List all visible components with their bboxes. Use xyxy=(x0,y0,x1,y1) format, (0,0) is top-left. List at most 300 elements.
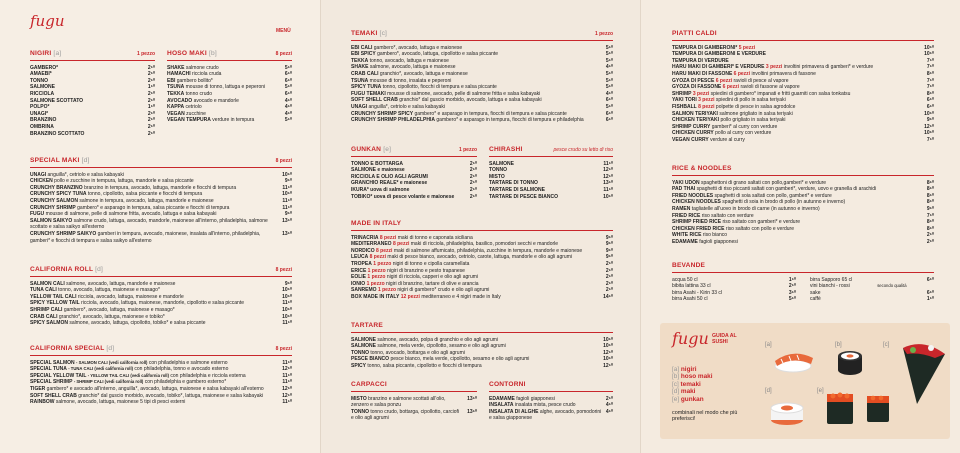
legend-value: nigiri xyxy=(680,366,697,373)
item-price: 1⁵⁰ xyxy=(788,276,796,283)
section-header xyxy=(30,157,292,168)
menu-item xyxy=(30,360,292,367)
menu-item xyxy=(672,226,934,233)
menu-item xyxy=(30,307,292,314)
menu-item xyxy=(672,206,934,213)
menu-item xyxy=(489,174,613,181)
item-title: GAMBERO* xyxy=(30,64,59,71)
section-title-text: CONTORNI xyxy=(489,381,526,388)
menu-item xyxy=(351,248,613,255)
menu-item-name xyxy=(672,180,826,187)
menu-item xyxy=(30,172,292,179)
menu-item-name xyxy=(30,111,48,118)
item-title: birra Asahi 50 cl xyxy=(672,296,708,303)
item-title: RAINBOW xyxy=(30,399,55,406)
item-title: VEGAN xyxy=(167,110,185,117)
menu-item xyxy=(672,290,796,297)
item-title: YELLOW TAIL CALI xyxy=(30,293,77,300)
menu-item-name xyxy=(167,117,254,124)
menu-item-name xyxy=(167,71,221,78)
section-header xyxy=(30,50,155,61)
menu-item-name xyxy=(489,167,507,174)
item-desc: verdure al curry xyxy=(710,136,745,143)
item-title: IKURA* uova di salmone xyxy=(351,186,410,193)
item-title: TUNA CALI xyxy=(30,287,57,294)
item-desc: tonno, cipollotto, fiocchi di tempura e salsa piccante xyxy=(382,84,497,91)
item-price: 2⁵⁰ xyxy=(469,193,477,200)
menu-item-name xyxy=(30,231,278,244)
item-price: 2⁵⁰ xyxy=(605,395,613,402)
item-desc: branzino in tempura, avocado, lattuga, mandorle e fiocchi di tempura xyxy=(84,184,237,191)
item-title: EDAMAME xyxy=(489,395,515,402)
section-title xyxy=(351,30,387,39)
menu-item xyxy=(351,343,613,350)
item-title: CRUNCHY BRANZINO xyxy=(30,184,83,191)
gunkan-icon xyxy=(827,393,853,425)
item-title: SPECIAL TUNA xyxy=(30,366,67,373)
menu-item xyxy=(672,51,934,58)
item-title: TEKKA xyxy=(351,57,369,64)
menu-item xyxy=(30,198,292,205)
item-qty: 3 pezzi xyxy=(692,90,710,97)
menu-item-name xyxy=(351,356,529,363)
menu-item-name xyxy=(351,187,409,194)
menu-item-name xyxy=(30,211,217,218)
item-qty: 8 pezzi xyxy=(369,254,387,261)
item-qty: 8 pezzi xyxy=(376,247,393,254)
menu-item-name xyxy=(30,131,84,138)
item-title: TONNO E BOTTARGA xyxy=(351,160,404,167)
item-price: 2⁵⁰ xyxy=(926,232,934,239)
label-e: [e] xyxy=(817,388,824,394)
section-qty: 8 pezzi xyxy=(275,51,292,57)
item-title: CRAB CALI xyxy=(351,70,379,77)
section-tartare xyxy=(351,322,613,370)
item-title: SALMONE xyxy=(351,336,376,343)
menu-item-name xyxy=(672,45,755,52)
menu-item xyxy=(30,287,292,294)
menu-item-name xyxy=(167,91,212,98)
section-header xyxy=(489,381,613,392)
item-price: 2⁵⁰ xyxy=(147,77,155,84)
menu-item xyxy=(30,65,155,72)
item-price: 12⁵⁰ xyxy=(603,362,613,369)
item-desc: spaghettoni di grano saltati con pollo,gamberi* e verdure xyxy=(701,179,827,186)
menu-item-name xyxy=(30,71,52,78)
legend-value: gunkan xyxy=(680,395,704,403)
item-title: SOFT SHELL CRAB xyxy=(30,392,77,399)
menu-item-name xyxy=(351,287,489,294)
item-title: MISTO xyxy=(351,395,367,402)
item-desc: mousse di salmone, avocado, pelle di salmone fritta e salsa kabayaki xyxy=(387,90,541,97)
item-title: UNAGI xyxy=(30,171,47,178)
item-title: EDAMAME xyxy=(672,238,698,245)
section-title-text: RICE & NOODLES xyxy=(672,165,732,172)
item-desc: gambero*, avocado, lattuga, cipollotto e salsa piccante xyxy=(377,51,499,58)
item-desc: salmone crudo xyxy=(185,64,219,71)
item-title: UNAGI* xyxy=(30,110,49,117)
menu-item xyxy=(672,180,934,187)
menu-item xyxy=(30,91,155,98)
item-price: 5⁵⁰ xyxy=(605,77,613,84)
section-contorni xyxy=(489,381,613,422)
item-price: 7⁵⁰ xyxy=(926,212,934,219)
sushi-guide xyxy=(660,323,950,439)
item-qty: 1 pezzo xyxy=(373,260,392,267)
item-title: WHITE RICE xyxy=(672,232,702,239)
menu-item-name xyxy=(351,174,428,181)
item-subtitle: - SHRIMP CALI (vedi california roll) xyxy=(73,379,144,385)
item-title: YAKI TORI xyxy=(672,97,697,104)
menu-item-name xyxy=(30,104,49,111)
item-price: 2⁵⁰ xyxy=(469,160,477,167)
item-desc: tonno, salsa piccante, cipollotto e fiocchi di tempura xyxy=(367,362,482,369)
menu-item-name xyxy=(351,294,501,301)
menu-item xyxy=(351,45,613,52)
item-subtitle: - SALMON CALI (vedi california roll) xyxy=(76,359,148,365)
item-title: EBI SPICY xyxy=(351,51,376,58)
menu-item xyxy=(351,167,477,174)
item-desc: insalata mista, pesce crudo xyxy=(514,402,576,409)
menu-item-name xyxy=(30,98,83,105)
item-title: INSALATA xyxy=(489,402,514,409)
section-title-text: CARPACCI xyxy=(351,381,387,388)
item-title: BOX MADE IN ITALY xyxy=(351,293,400,300)
item-qty: 6 pezzi xyxy=(733,70,751,77)
item-desc: mousse di salmone, pelle di salmone fritta, avocado, lattuga e salsa kabayaki xyxy=(45,211,217,218)
item-desc: gambero bollito* xyxy=(176,77,213,84)
section-qty: 1 pezzo xyxy=(136,51,155,57)
menu-item-name xyxy=(351,337,498,344)
menu-item-name xyxy=(30,307,175,314)
item-title: INSALATA DI ALGHE xyxy=(489,408,539,415)
item-title: SHAKE xyxy=(167,64,185,71)
item-price: 2⁵⁰ xyxy=(147,117,155,124)
item-price: 1⁵⁰ xyxy=(926,296,934,303)
menu-item xyxy=(351,71,613,78)
item-title: TONNO xyxy=(351,408,369,415)
section-title-text: MADE IN ITALY xyxy=(351,220,402,227)
item-qty: 3 pezzi xyxy=(765,64,783,71)
item-price: 10⁵⁰ xyxy=(603,193,613,200)
section-title xyxy=(351,146,391,155)
section-california-special xyxy=(30,345,292,406)
menu-item-name xyxy=(672,193,832,200)
menu-item-name xyxy=(351,363,482,370)
section-tag: [a] xyxy=(53,50,62,57)
item-price: 3⁵⁰ xyxy=(788,289,796,296)
section-title xyxy=(30,266,103,275)
menu-item-name xyxy=(351,111,567,118)
item-desc: granchio* dal guscio morbido, avocado, tobiko*, lattuga, maionese e salsa kabayaki xyxy=(78,392,264,399)
item-title: acqua 50 cl xyxy=(672,276,698,283)
nigiri-icon xyxy=(775,354,813,372)
menu-item-name xyxy=(351,84,497,91)
menu-item-name xyxy=(30,117,56,124)
item-title: PESCE BIANCO xyxy=(351,356,390,363)
menu-item-name xyxy=(351,343,506,350)
item-desc: gamberi* al curry con verdure xyxy=(711,123,778,130)
item-price: 10⁵⁰ xyxy=(603,336,613,343)
menu-item xyxy=(810,277,934,284)
item-title: SALMON TERIYAKI xyxy=(672,110,718,117)
item-title: SHAKE xyxy=(351,64,369,71)
item-desc: ravioli di pesce al vapore xyxy=(733,77,789,84)
menu-item-name xyxy=(30,84,55,91)
item-title: GYOZA DI PESCE xyxy=(672,77,715,84)
menu-item xyxy=(167,98,292,105)
temaki-icon xyxy=(903,344,945,404)
menu-item-name xyxy=(351,409,463,422)
section-title xyxy=(30,50,61,59)
menu-item xyxy=(351,91,613,98)
legend-item xyxy=(672,381,713,388)
menu-item xyxy=(489,409,613,422)
menu-item-name xyxy=(351,71,468,78)
item-desc: salmone, avocado, polpa di granchio e olio agli agrumi xyxy=(377,336,499,343)
item-title: AMAEBI* xyxy=(30,71,52,78)
guide-title: GUIDA AL SUSHI xyxy=(712,333,737,345)
item-price: 2⁵⁰ xyxy=(147,97,155,104)
label-c: [c] xyxy=(883,342,890,348)
item-desc: salmone, avocado, lattuga, cipollotto, tobiko* e salsa piccante xyxy=(69,320,206,327)
menu-item-name xyxy=(30,314,165,321)
item-title: CRUNCHY SHRIMP SAIKYO xyxy=(30,230,97,237)
section-qty: 1 pezzo xyxy=(594,31,613,37)
item-price: 5⁵⁰ xyxy=(605,51,613,58)
item-price: 2⁵⁰ xyxy=(469,173,477,180)
item-price: 5⁵⁰ xyxy=(284,64,292,71)
item-price: 2⁵⁰ xyxy=(147,110,155,117)
menu-item-name xyxy=(351,180,427,187)
item-desc: involtini primavera di gamberi* e verdure xyxy=(783,64,874,71)
legend-item xyxy=(672,396,713,403)
menu-item xyxy=(30,191,292,198)
item-price: 10⁵⁰ xyxy=(282,306,292,313)
section-header xyxy=(351,381,477,392)
item-price: 9⁵⁰ xyxy=(605,254,613,261)
item-desc: pesce bianco, mela verde, cipollotto, sesamo e olio agli agrumi xyxy=(390,356,530,363)
item-title: SALMONE xyxy=(489,160,514,167)
item-price: 2⁵⁰ xyxy=(147,123,155,130)
item-desc: pollo e zucchine in tempura, lattuga, mandorle e salsa piccante xyxy=(54,178,194,185)
menu-item-name xyxy=(672,84,800,91)
item-price: 10⁵⁰ xyxy=(282,293,292,300)
menu-item-name xyxy=(672,71,816,78)
item-title: POLPO* xyxy=(30,104,50,111)
menu-item xyxy=(672,283,796,290)
section-tag: [d] xyxy=(106,345,115,352)
item-subtitle: - YELLOW TAIL CALI (vedi california roll) xyxy=(87,372,169,378)
item-price: 2⁵⁰ xyxy=(469,186,477,193)
item-desc: gambero* e asparago in tempura, fiocchi di tempura e salsa piccante xyxy=(414,110,567,117)
guide-footer: combinali nel modo che più preferisci! xyxy=(672,410,738,423)
item-price: 1⁵⁰ xyxy=(147,84,155,91)
item-desc: tonno, avocado, bottarga e olio agli agrumi xyxy=(370,349,465,356)
menu-item xyxy=(489,194,613,201)
legend-key: [d] xyxy=(672,388,680,396)
section-title-text: SPECIAL MAKI xyxy=(30,157,80,164)
item-price: 10⁵⁰ xyxy=(282,171,292,178)
item-title: CRUNCHY SPICY TUNA xyxy=(30,191,87,198)
item-title: CRUNCHY SALMON xyxy=(30,197,78,204)
item-desc: gambero*, avocado, lattuga e maionese xyxy=(373,44,463,51)
label-b: [b] xyxy=(835,342,842,348)
legend-item xyxy=(672,373,713,380)
menu-item xyxy=(351,194,477,201)
item-title: EBI xyxy=(167,77,176,84)
item-price: 9⁵⁰ xyxy=(605,247,613,254)
item-title: TARTARE DI TONNO xyxy=(489,180,538,187)
item-desc: maki di ricciola, philadelphia, basilico, pomodori secchi e mandorle xyxy=(410,241,559,248)
menu-item xyxy=(351,363,613,370)
item-title: TRINACRIA xyxy=(351,234,379,241)
menu-item xyxy=(30,78,155,85)
item-desc: nigiri di branzino, tartare di olive e arancia xyxy=(386,280,479,287)
item-price: 7⁵⁰ xyxy=(926,64,934,71)
menu-item-name xyxy=(489,194,558,201)
item-title: TONNO xyxy=(489,167,507,174)
menu-item xyxy=(672,104,934,111)
section-title xyxy=(167,50,217,59)
menu-item-name xyxy=(351,274,478,281)
item-desc: zucchine xyxy=(186,110,206,117)
menu-item-name xyxy=(351,281,479,288)
maki-icon xyxy=(771,403,803,425)
menu-item-name xyxy=(672,58,729,65)
item-desc: granchio* dal guscio morbido, avocado, lattuga e salsa kabayaki xyxy=(399,97,542,104)
gunkan-icon-2 xyxy=(867,396,889,422)
legend-key: [b] xyxy=(672,373,680,381)
menu-item-name xyxy=(489,409,602,422)
menu-item-name xyxy=(351,45,462,52)
hoso-maki-icon xyxy=(838,351,862,375)
item-price: 9⁵⁰ xyxy=(605,241,613,248)
section-qty: 1 pezzo xyxy=(458,147,477,153)
item-price: 11⁵⁰ xyxy=(282,399,292,406)
item-price: 11⁵⁰ xyxy=(603,160,613,167)
item-qty: 6 pezzi xyxy=(715,77,733,84)
item-title: CRUNCHY SHRIMP SPICY xyxy=(351,110,414,117)
menu-item-name xyxy=(167,65,219,72)
section-tag: [b] xyxy=(208,50,217,57)
section-header xyxy=(30,266,292,277)
item-desc: branzino e salmone scottati all'olio, zenzero e salsa ponzu xyxy=(351,395,446,409)
item-title: SPECIAL YELLOW TAIL xyxy=(30,372,87,379)
item-title: BRANZINO SCOTTATO xyxy=(30,130,85,137)
item-desc: riso saltato con verdure xyxy=(701,212,754,219)
menu-item-name xyxy=(672,64,873,71)
item-price: 13⁵⁰ xyxy=(603,180,613,187)
menu-item-name xyxy=(351,194,454,201)
menu-item xyxy=(351,281,613,288)
section-header xyxy=(167,50,292,61)
menu-item xyxy=(672,232,934,239)
item-price: 11⁵⁰ xyxy=(282,359,292,366)
item-price: 10⁵⁰ xyxy=(924,44,934,51)
item-title: TROPEA xyxy=(351,260,372,267)
item-price: 5⁵⁰ xyxy=(605,44,613,51)
menu-item-name xyxy=(351,167,405,174)
item-title: TONNO xyxy=(351,349,369,356)
item-title: EBI CALI xyxy=(351,44,373,51)
item-price: 9⁵⁰ xyxy=(926,205,934,212)
item-title: IONIO xyxy=(351,280,366,287)
section-title xyxy=(672,30,717,39)
item-title: TOBIKO* uova di pesce volante e maionese xyxy=(351,193,455,200)
item-price: 6⁵⁰ xyxy=(284,90,292,97)
item-qty: 1 pezzo xyxy=(377,287,397,294)
legend-key: [e] xyxy=(672,395,680,403)
menu-item xyxy=(672,239,934,246)
item-price: 8⁵⁰ xyxy=(926,225,934,232)
item-title: HARU MAKI DI FASSONE xyxy=(672,70,733,77)
section-title xyxy=(489,381,526,390)
item-price: 2⁵⁰ xyxy=(469,180,477,187)
item-price: 12⁵⁰ xyxy=(282,366,292,373)
item-price: 6⁵⁰ xyxy=(605,117,613,124)
item-desc: verdure in tempura xyxy=(212,117,255,124)
menu-item xyxy=(30,131,155,138)
item-desc: gambero* e avocado all'interno, anguilla*, avocado, lattuga, maionese e salsa kabayaki all'esterno xyxy=(46,385,264,392)
menu-item xyxy=(167,65,292,72)
menu-item xyxy=(30,104,155,111)
item-price: 10⁵⁰ xyxy=(282,191,292,198)
section-qty: 8 pezzi xyxy=(275,158,292,164)
menu-item-name xyxy=(672,232,727,239)
item-title: SPICY YELLOW TAIL xyxy=(30,300,80,307)
menu-item xyxy=(30,205,292,212)
item-price: 11⁵⁰ xyxy=(282,204,292,211)
item-desc: salmone, avocado, lattuga, maionese 5 tipi di pesci esterni xyxy=(55,399,186,406)
menu-item-name xyxy=(351,51,498,58)
item-title: vini bianchi - rossi xyxy=(810,283,850,290)
menu-item xyxy=(30,300,292,307)
item-title: SALMONE e maionese xyxy=(351,167,405,174)
item-title: SPECIAL SHRIMP xyxy=(30,379,73,386)
item-qty: 5 pezzi xyxy=(738,44,756,51)
menu-label: MENÙ xyxy=(276,28,291,34)
item-title: HAMACHI xyxy=(167,71,191,78)
item-title: FRIED NOODLES xyxy=(672,192,714,199)
menu-item xyxy=(672,219,934,226)
menu-item xyxy=(351,241,613,248)
menu-item-name xyxy=(672,91,850,98)
item-price: 11⁵⁰ xyxy=(282,184,292,191)
menu-item xyxy=(30,379,292,386)
item-desc: salmone in tempura, avocado, lattuga, mandorle e maionese xyxy=(79,197,214,204)
menu-item xyxy=(30,393,292,400)
menu-item xyxy=(30,231,292,244)
menu-item xyxy=(30,84,155,91)
item-desc: mousse di tonno, insalata e peperoni xyxy=(369,77,452,84)
section-made-in-italy xyxy=(351,220,613,301)
item-price: 2⁵⁰ xyxy=(469,167,477,174)
legend-value: hoso maki xyxy=(680,373,713,381)
menu-item-name xyxy=(30,185,236,192)
item-price: 2⁵⁰ xyxy=(147,71,155,78)
item-desc: tonno crudo, bottarga, cipollotto, carciofi e olio agli agrumi xyxy=(351,408,460,422)
item-price: 6⁵⁰ xyxy=(926,289,934,296)
item-price: 13⁵⁰ xyxy=(282,217,292,224)
menu-item xyxy=(351,174,477,181)
section-piatti-caldi xyxy=(672,30,934,143)
item-desc: con philadelphia e ricciola esterna xyxy=(170,372,246,379)
item-price: 2⁵⁰ xyxy=(147,90,155,97)
item-desc: riso saltato con gamberi* e verdure xyxy=(722,219,801,226)
menu-item-name xyxy=(351,161,403,168)
item-qty: 8 pezzi xyxy=(379,234,397,241)
